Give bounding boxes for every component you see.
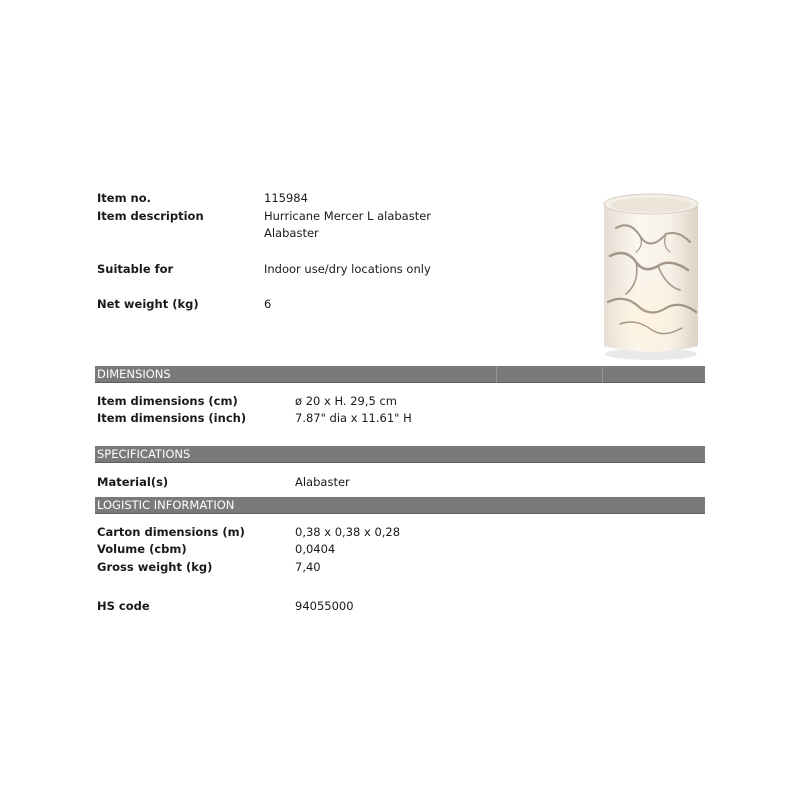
item-no-label: Item no. bbox=[97, 191, 152, 205]
gross-weight-label: Gross weight (kg) bbox=[97, 560, 213, 574]
header-separator bbox=[602, 366, 603, 383]
product-photo bbox=[596, 190, 706, 362]
specifications-title: SPECIFICATIONS bbox=[97, 447, 191, 461]
dimensions-inch-value: 7.87" dia x 11.61" H bbox=[295, 411, 412, 425]
item-no-value: 115984 bbox=[264, 191, 308, 205]
logistic-header bbox=[95, 497, 705, 514]
net-weight-value: 6 bbox=[264, 297, 272, 311]
suitable-for-value: Indoor use/dry locations only bbox=[264, 262, 431, 276]
volume-value: 0,0404 bbox=[295, 542, 336, 556]
materials-value: Alabaster bbox=[295, 475, 350, 489]
dimensions-title: DIMENSIONS bbox=[97, 367, 171, 381]
header-separator bbox=[496, 366, 497, 383]
hs-code-value: 94055000 bbox=[295, 599, 354, 613]
net-weight-label: Net weight (kg) bbox=[97, 297, 199, 311]
materials-label: Material(s) bbox=[97, 475, 169, 489]
dimensions-inch-label: Item dimensions (inch) bbox=[97, 411, 247, 425]
dimensions-cm-label: Item dimensions (cm) bbox=[97, 394, 238, 408]
specifications-header bbox=[95, 446, 705, 463]
item-description-material: Alabaster bbox=[264, 226, 319, 240]
item-description-value: Hurricane Mercer L alabaster bbox=[264, 209, 432, 223]
carton-dimensions-value: 0,38 x 0,38 x 0,28 bbox=[295, 525, 401, 539]
volume-label: Volume (cbm) bbox=[97, 542, 187, 556]
logistic-title: LOGISTIC INFORMATION bbox=[97, 498, 235, 512]
dimensions-cm-value: ø 20 x H. 29,5 cm bbox=[295, 394, 397, 408]
suitable-for-label: Suitable for bbox=[97, 262, 174, 276]
hs-code-label: HS code bbox=[97, 599, 150, 613]
item-description-label: Item description bbox=[97, 209, 204, 223]
carton-dimensions-label: Carton dimensions (m) bbox=[97, 525, 245, 539]
dimensions-header bbox=[95, 366, 705, 383]
gross-weight-value: 7,40 bbox=[295, 560, 321, 574]
